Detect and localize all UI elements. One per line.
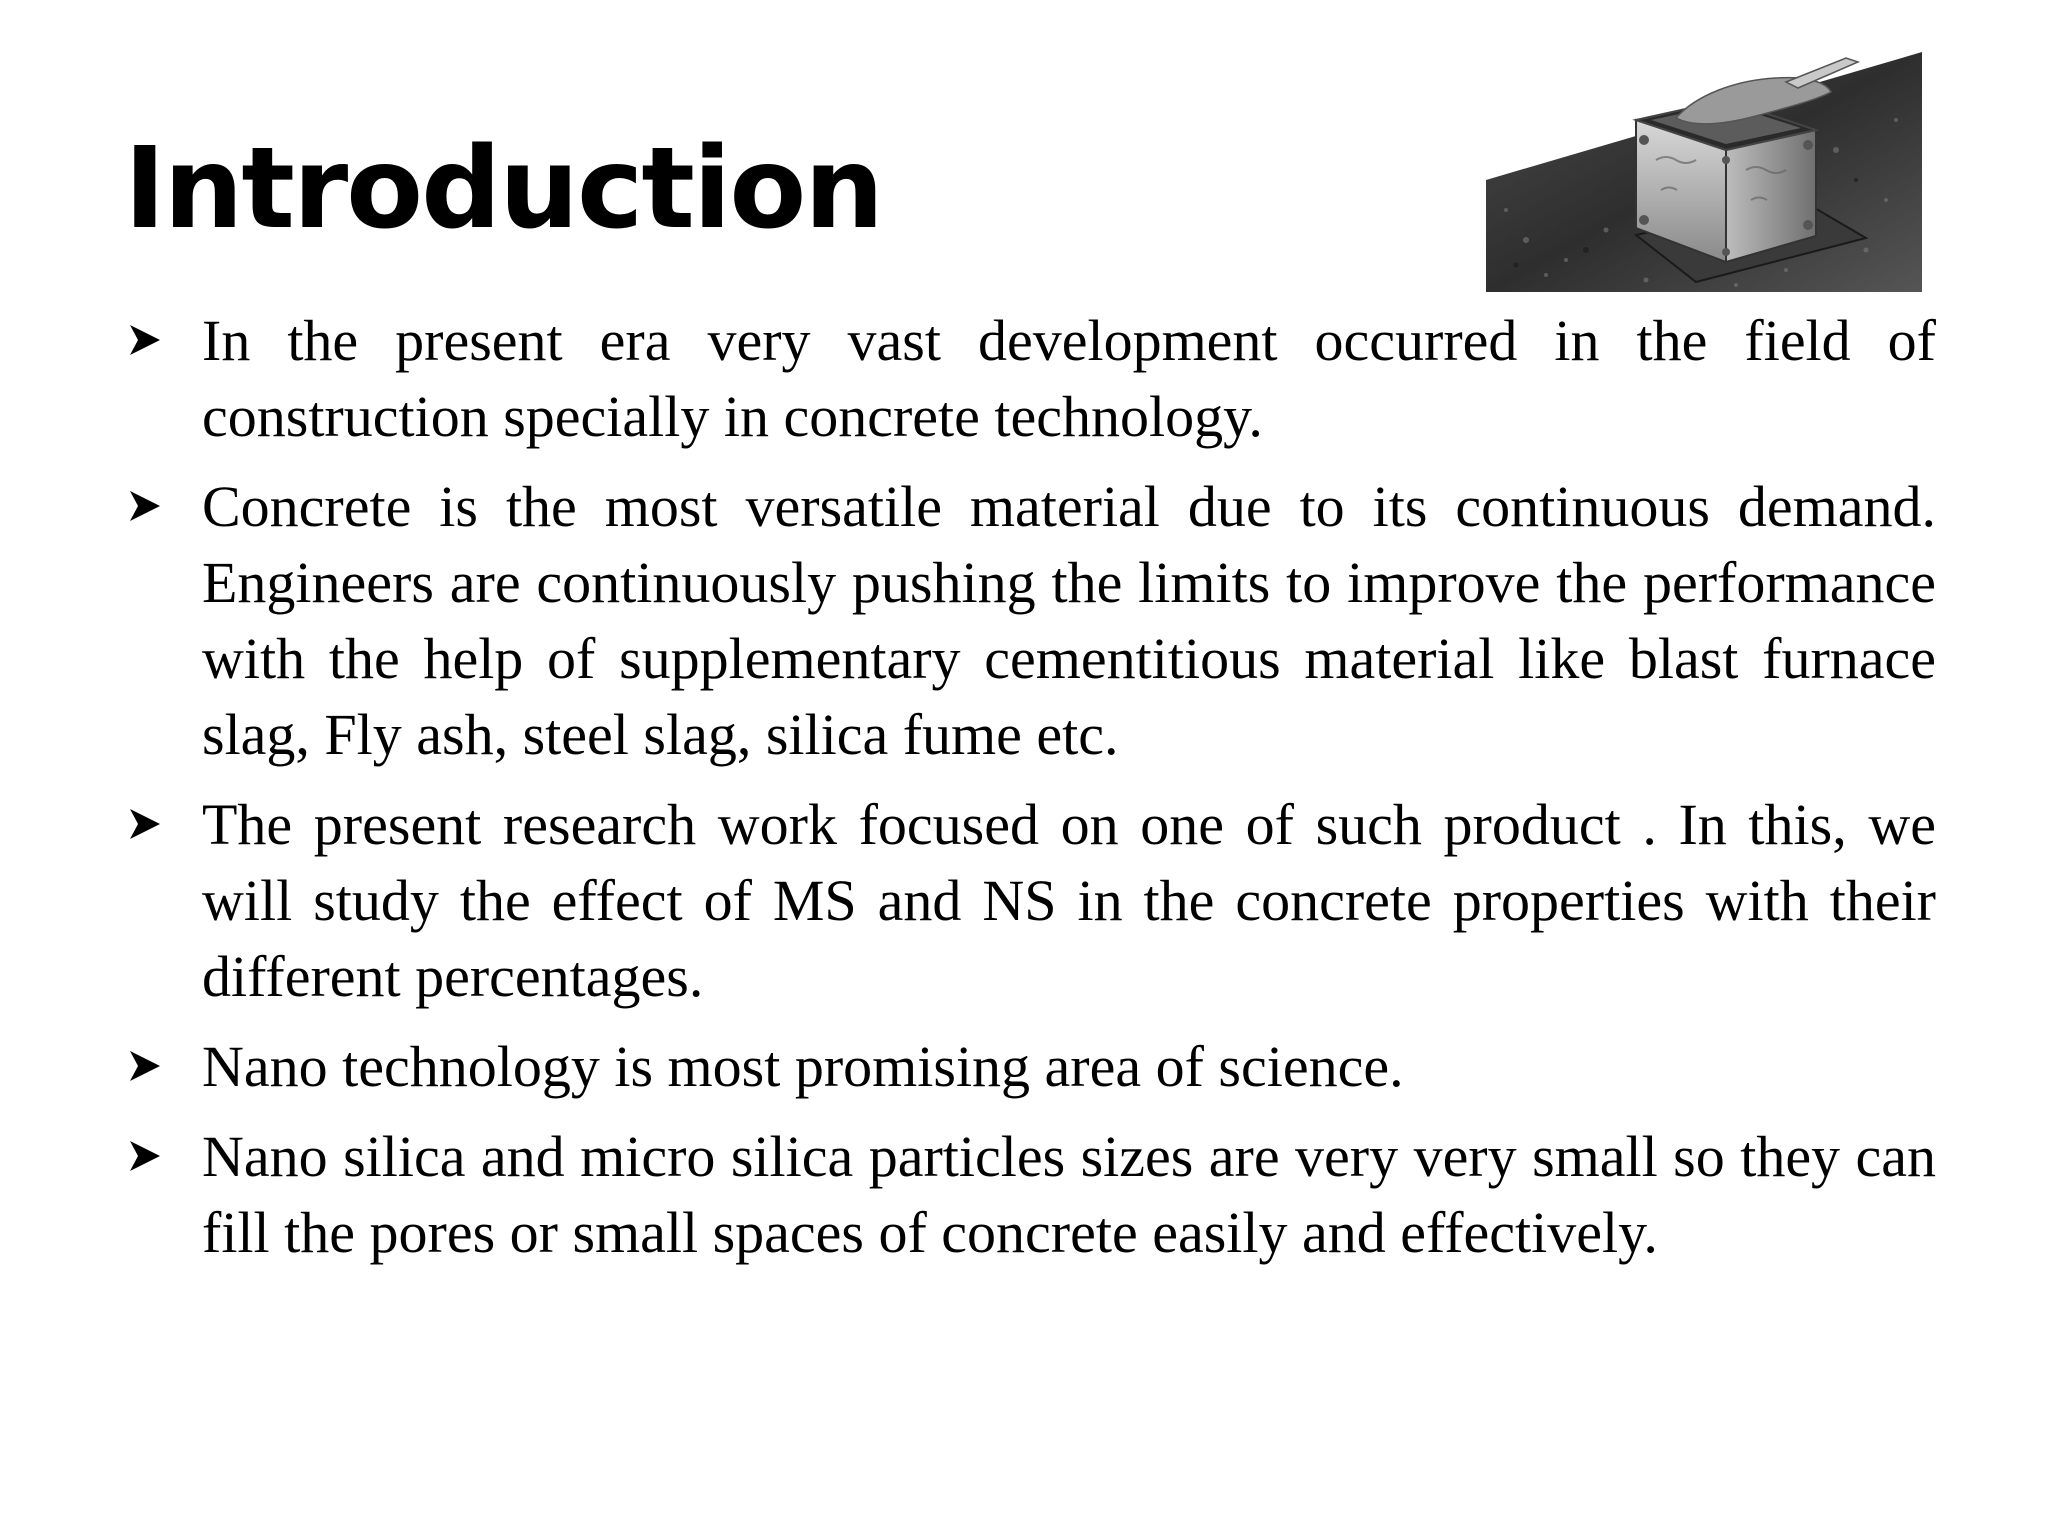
bullet-text: Concrete is the most versatile material due to its continuous demand. Engineers are continuously pushing the limits to improve the performance with the help of supplementary cementitious material like blast furnace slag, Fly ash, steel slag, silica fume etc. — [202, 474, 1936, 767]
concrete-cube-mold-photo — [1486, 0, 1922, 292]
bullet-item — [124, 1119, 1936, 1271]
bullet-list — [124, 303, 1936, 1285]
bullet-item — [124, 1029, 1936, 1105]
bullet-text: Nano technology is most promising area of science. — [202, 1034, 1404, 1099]
bullet-text: The present research work focused on one of such product . In this, we will study the effect of MS and NS in the concrete properties with their different percentages. — [202, 792, 1936, 1009]
slide-title: Introduction — [124, 124, 883, 254]
bullet-text: In the present era very vast development occurred in the field of construction specially in concrete technology. — [202, 308, 1936, 449]
arrow-bullet-icon — [128, 489, 162, 523]
arrow-bullet-icon — [128, 807, 162, 841]
bullet-text: Nano silica and micro silica particles sizes are very very small so they can fill the pores or small spaces of concrete easily and effectively. — [202, 1124, 1936, 1265]
arrow-bullet-icon — [128, 1049, 162, 1083]
bullet-item — [124, 787, 1936, 1015]
bullet-item — [124, 469, 1936, 773]
arrow-bullet-icon — [128, 1139, 162, 1173]
arrow-bullet-icon — [128, 323, 162, 357]
bullet-item — [124, 303, 1936, 455]
